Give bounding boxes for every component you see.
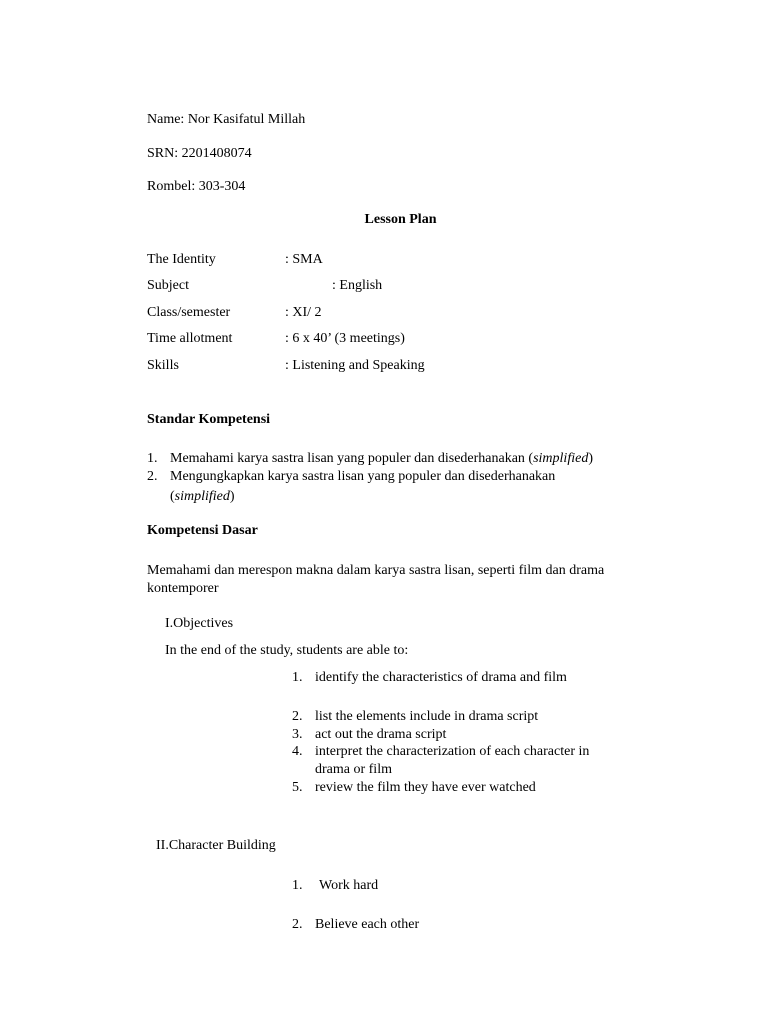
list-item: Believe each other: [315, 917, 420, 932]
list-item: interpret the characterization of each character in: [315, 744, 590, 759]
identity-value: : XI/ 2: [285, 305, 322, 320]
document-title: Lesson Plan: [364, 212, 437, 227]
section-heading: Standar Kompetensi: [147, 412, 271, 427]
list-number: 2.: [292, 709, 303, 724]
student-name: Name: Nor Kasifatul Millah: [147, 112, 306, 127]
identity-label: The Identity: [147, 252, 216, 267]
list-item: Work hard: [319, 878, 379, 893]
identity-label: Skills: [147, 358, 179, 373]
list-item: Mengungkapkan karya sastra lisan yang populer dan disederhanakan: [170, 469, 556, 484]
list-item: identify the characteristics of drama and film: [315, 670, 567, 685]
objectives-intro: In the end of the study, students are able to:: [165, 643, 409, 658]
paragraph-text: kontemporer: [147, 581, 219, 596]
list-number: 3.: [292, 727, 303, 742]
list-item-continuation: drama or film: [315, 762, 392, 777]
list-item: list the elements include in drama script: [315, 709, 539, 724]
list-number: 1.: [147, 451, 158, 466]
list-number: 2.: [147, 469, 158, 484]
identity-value: : SMA: [285, 252, 323, 267]
identity-value: : 6 x 40’ (3 meetings): [285, 331, 405, 346]
list-item-continuation: (simplified): [170, 489, 235, 504]
list-item: review the film they have ever watched: [315, 780, 536, 795]
section-heading: II.Character Building: [156, 838, 276, 853]
list-number: 1.: [292, 878, 303, 893]
identity-label: Time allotment: [147, 331, 233, 346]
list-number: 4.: [292, 744, 303, 759]
paragraph-text: Memahami dan merespon makna dalam karya sastra lisan, seperti film dan drama: [147, 563, 605, 578]
identity-value: : Listening and Speaking: [285, 358, 425, 373]
list-number: 2.: [292, 917, 303, 932]
list-number: 1.: [292, 670, 303, 685]
student-rombel: Rombel: 303-304: [147, 179, 246, 194]
identity-label: Class/semester: [147, 305, 231, 320]
identity-label: Subject: [147, 278, 189, 293]
section-heading: Kompetensi Dasar: [147, 523, 258, 538]
list-number: 5.: [292, 780, 303, 795]
section-heading: I.Objectives: [165, 616, 234, 631]
student-srn: SRN: 2201408074: [147, 146, 252, 161]
list-item: act out the drama script: [315, 727, 447, 742]
list-item: Memahami karya sastra lisan yang populer dan disederhanakan (simplified): [170, 451, 593, 466]
identity-value: : English: [332, 278, 383, 293]
